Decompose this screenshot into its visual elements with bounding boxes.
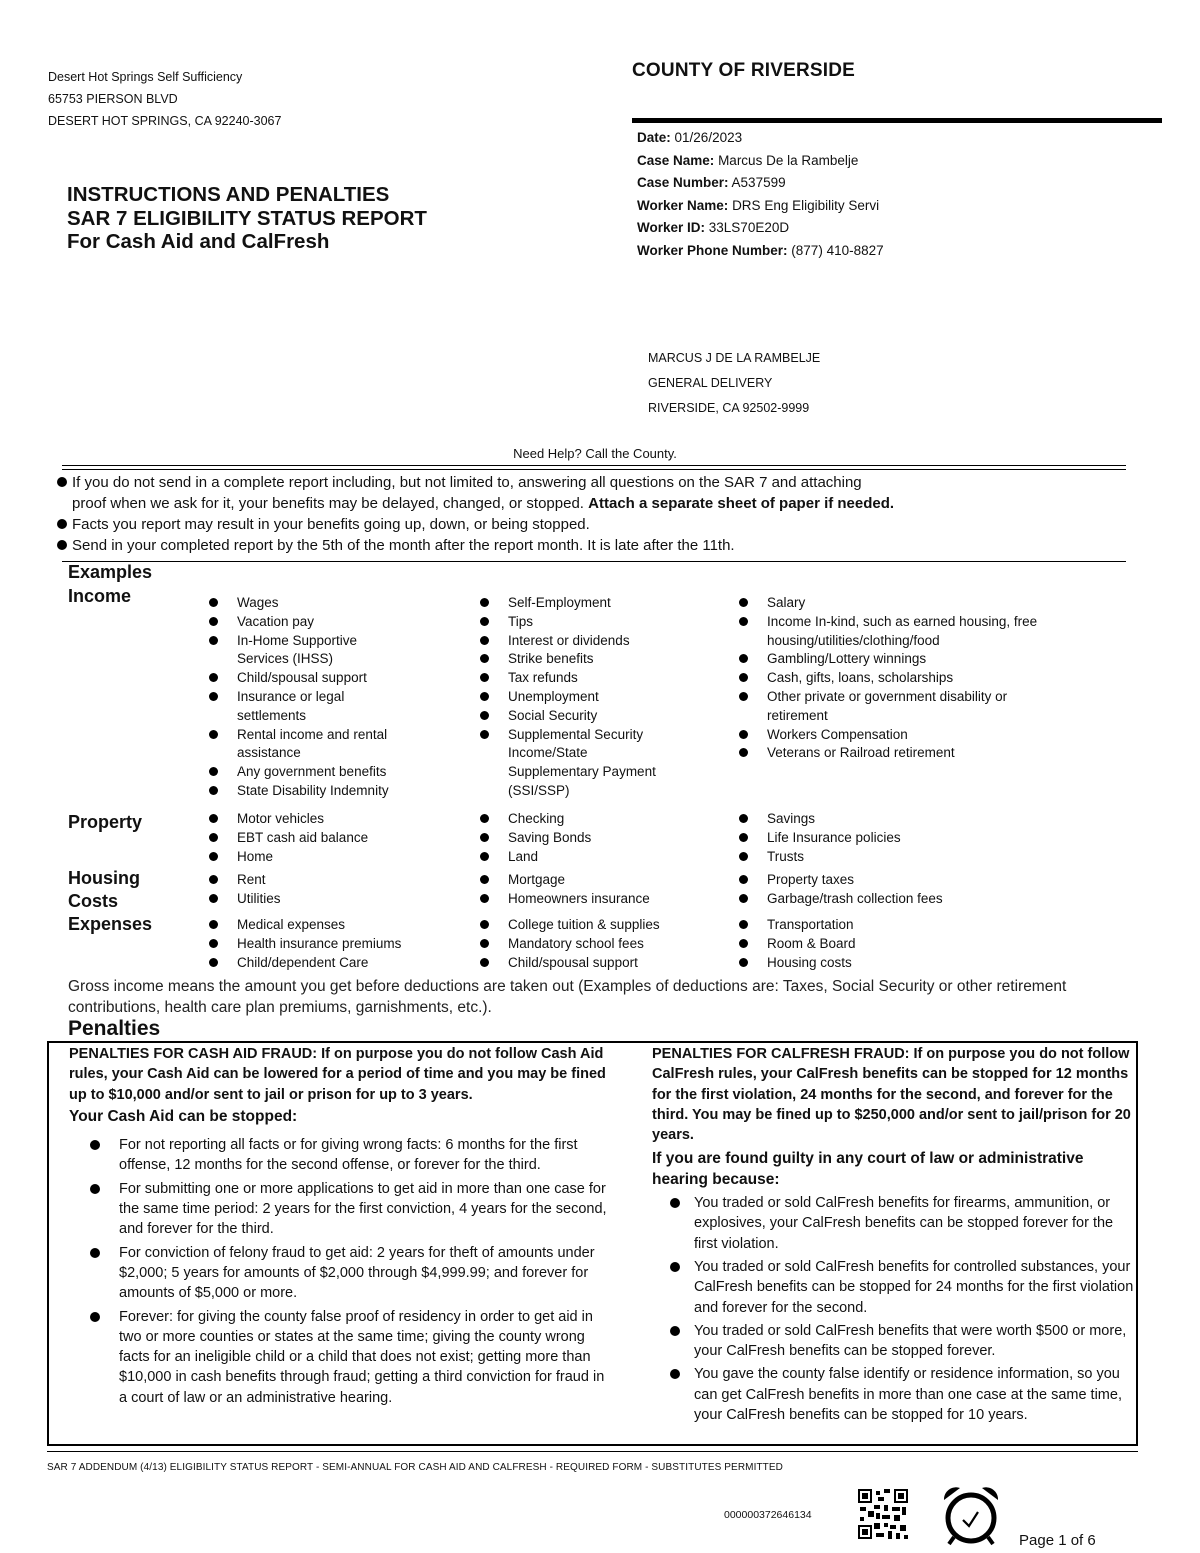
document-title [67, 183, 427, 254]
example-item: Wages [209, 594, 459, 613]
example-item: Checking [480, 810, 730, 829]
example-item: housing/utilities/clothing/food [767, 632, 940, 648]
instruction-item-continued: proof when we ask for it, your benefits may be delayed, changed, or stopped. Attach a separate sheet of paper if needed. [72, 495, 895, 512]
example-item: Other private or government disability or [739, 688, 1109, 707]
example-item: Strike benefits [480, 650, 730, 669]
example-item: Income In-kind, such as earned housing, free [739, 613, 1109, 632]
example-item: Any government benefits [209, 763, 459, 782]
penalty-item: For not reporting all facts or for giving wrong facts: 6 months for the first offense, 12 months for the second offense, or forever for the third. [69, 1135, 609, 1176]
penalty-item: You gave the county false identify or residence information, so you can get CalFresh benefits in more than one case at the same time, your CalFresh benefits can be stopped for 10 years. [652, 1364, 1137, 1425]
example-item: Land [480, 848, 730, 867]
expenses-column-1 [209, 916, 459, 972]
example-item: Services (IHSS) [237, 651, 334, 667]
worker-id-label: Worker ID: [637, 220, 706, 235]
example-item: Child/spousal support [480, 954, 730, 973]
example-item: Child/spousal support [209, 669, 459, 688]
example-item: Supplemental Security [480, 726, 730, 745]
example-item: Transportation [739, 916, 1109, 935]
worker-phone-label: Worker Phone Number: [637, 242, 788, 258]
property-label: Property [68, 812, 143, 832]
expenses-column-2 [480, 916, 730, 972]
qr-code-icon [858, 1489, 908, 1539]
cash-aid-stopped-heading: Your Cash Aid can be stopped: [69, 1107, 298, 1125]
county-name: COUNTY OF RIVERSIDE [632, 60, 856, 81]
housing-label: Housing [68, 868, 140, 888]
example-item: Rental income and rental [209, 726, 459, 745]
calfresh-penalty-list [652, 1193, 1137, 1425]
expenses-column-3 [739, 916, 1109, 972]
example-item: Supplementary Payment [508, 764, 656, 780]
barcode-number: 000000372646134 [724, 1509, 812, 1521]
example-item: Property taxes [739, 871, 1109, 890]
section-rule [62, 561, 1126, 562]
case-name-label: Case Name: [637, 152, 715, 168]
form-footer: SAR 7 ADDENDUM (4/13) ELIGIBILITY STATUS REPORT - SEMI-ANNUAL FOR CASH AID AND CALFRESH - REQUIRED FORM - SUBSTITUTES PERMITTED [47, 1462, 783, 1473]
cash-aid-penalty-list [69, 1135, 609, 1408]
bullet-icon [57, 514, 72, 535]
example-item: Salary [739, 594, 1109, 613]
attach-note: Attach a separate sheet of paper if needed. [588, 495, 895, 512]
example-item: Home [209, 848, 459, 867]
recipient-address [648, 346, 820, 421]
case-number-label: Case Number: [637, 175, 729, 190]
example-item: Interest or dividends [480, 632, 730, 651]
example-item: State Disability Indemnity [209, 782, 459, 801]
example-item: Saving Bonds [480, 829, 730, 848]
example-item: Utilities [209, 890, 459, 909]
cash-aid-penalty-head: PENALTIES FOR CASH AID FRAUD: If on purpose you do not follow Cash Aid rules, your Cash Aid can be lowered for a period of time and you may be fined up to $10,000 and/or sent to jail or prison for up to 3 years. [69, 1046, 606, 1103]
worker-name-label: Worker Name: [637, 197, 729, 213]
date-value: 01/26/2023 [674, 130, 743, 145]
example-item: Income/State [508, 745, 588, 761]
example-item: Gambling/Lottery winnings [739, 650, 1109, 669]
worker-name-value: DRS Eng Eligibility Servi [732, 197, 880, 213]
income-column-2 [480, 594, 730, 801]
worker-phone-value: (877) 410-8827 [791, 242, 884, 258]
example-item: Motor vehicles [209, 810, 459, 829]
example-item: Vacation pay [209, 613, 459, 632]
example-item: Self-Employment [480, 594, 730, 613]
header-rule [632, 118, 1162, 123]
example-item: settlements [237, 707, 307, 723]
penalty-item: You traded or sold CalFresh benefits for controlled substances, your CalFresh benefits can be stopped for 24 months for the first violation and forever for the second. [652, 1257, 1137, 1318]
example-item: In-Home Supportive [209, 632, 459, 651]
instruction-bullets [57, 472, 1127, 556]
housing-column-1 [209, 871, 459, 909]
expenses-label: Expenses [68, 914, 153, 934]
bullet-icon [57, 535, 72, 556]
calfresh-penalty-head: PENALTIES FOR CALFRESH FRAUD: If on purpose you do not follow CalFresh rules, your CalFresh benefits can be stopped for 12 months for the first violation, 24 months for the second, and forever for the third. You may be fined up to $250,000 and/or sent to jail/prison for 20 years. [652, 1046, 1131, 1144]
need-help-text: Need Help? Call the County. [513, 446, 677, 461]
penalty-item: For conviction of felony fraud to get aid: 2 years for theft of amounts under $2,000; 5 years for amounts of $2,000 through $4,999.99; and forever for amounts of $5,000 or more. [69, 1243, 609, 1304]
example-item: Cash, gifts, loans, scholarships [739, 669, 1109, 688]
office-city: DESERT HOT SPRINGS, CA 92240-3067 [48, 114, 282, 128]
worker-id-value: 33LS70E20D [708, 220, 790, 235]
instruction-item: If you do not send in a complete report including, but not limited to, answering all questions on the SAR 7 and attaching [57, 472, 1127, 493]
title-line-1: INSTRUCTIONS AND PENALTIES [67, 183, 390, 206]
example-item: Rent [209, 871, 459, 890]
example-item: Garbage/trash collection fees [739, 890, 1109, 909]
recipient-name: MARCUS J DE LA RAMBELJE [648, 351, 821, 365]
title-line-3: For Cash Aid and CalFresh [67, 230, 330, 253]
example-item: Social Security [480, 707, 730, 726]
property-column-3 [739, 810, 1109, 866]
example-item: Medical expenses [209, 916, 459, 935]
income-label: Income [68, 586, 132, 606]
income-column-1 [209, 594, 459, 801]
example-item: Tips [480, 613, 730, 632]
instruction-item: Send in your completed report by the 5th of the month after the report month. It is late after the 11th. [57, 535, 1127, 556]
housing-column-3 [739, 871, 1109, 909]
office-name: Desert Hot Springs Self Sufficiency [48, 70, 243, 84]
calfresh-penalties [652, 1044, 1137, 1428]
alarm-clock-icon [938, 1482, 1004, 1548]
income-column-3 [739, 594, 1109, 763]
example-item: assistance [237, 745, 301, 761]
example-item: Insurance or legal [209, 688, 459, 707]
example-item: Mandatory school fees [480, 935, 730, 954]
page-number: Page 1 of 6 [1019, 1532, 1096, 1549]
example-item: Workers Compensation [739, 726, 1109, 745]
penalty-item: Forever: for giving the county false proof of residency in order to get aid in two or more counties or states at the same time; giving the county wrong facts for an ineligible child or a child that does not exist; getting more than $10,000 in cash benefits through fraud; getting a third conviction for fraud in a court of law or an administrative hearing. [69, 1307, 609, 1408]
property-column-1 [209, 810, 459, 866]
penalty-item: You traded or sold CalFresh benefits for firearms, ammunition, or explosives, your CalFresh benefits can be stopped forever for the first violation. [652, 1193, 1137, 1254]
example-item: Savings [739, 810, 1109, 829]
calfresh-guilty-heading: If you are found guilty in any court of law or administrative hearing because: [652, 1150, 1084, 1188]
example-item: (SSI/SSP) [508, 782, 570, 798]
instruction-item: Facts you report may result in your benefits going up, down, or being stopped. [57, 514, 1127, 535]
example-item: Veterans or Railroad retirement [739, 744, 1109, 763]
examples-heading: Examples [68, 562, 153, 582]
case-info [637, 127, 884, 262]
property-column-2 [480, 810, 730, 866]
example-item: EBT cash aid balance [209, 829, 459, 848]
office-street: 65753 PIERSON BLVD [48, 92, 178, 106]
penalty-item: For submitting one or more applications to get aid in more than one case for the same time period: 2 years for the first conviction, 4 years for the second, and forever for the third. [69, 1179, 609, 1240]
penalties-heading: Penalties [68, 1017, 161, 1040]
example-item: College tuition & supplies [480, 916, 730, 935]
example-item: Unemployment [480, 688, 730, 707]
example-item: Health insurance premiums [209, 935, 459, 954]
costs-label: Costs [68, 891, 119, 911]
office-address [48, 66, 281, 132]
recipient-street: GENERAL DELIVERY [648, 376, 773, 390]
double-rule [62, 465, 1126, 470]
example-item: Room & Board [739, 935, 1109, 954]
recipient-city: RIVERSIDE, CA 92502-9999 [648, 401, 810, 415]
example-item: Child/dependent Care [209, 954, 459, 973]
housing-column-2 [480, 871, 730, 909]
example-item: Tax refunds [480, 669, 730, 688]
example-item: retirement [767, 707, 828, 723]
gross-income-note: Gross income means the amount you get before deductions are taken out (Examples of deductions are: Taxes, Social Security or other retirement contributions, health care plan premiums, garnishments, etc.). [68, 978, 1067, 1016]
example-item: Trusts [739, 848, 1109, 867]
example-item: Homeowners insurance [480, 890, 730, 909]
cash-aid-penalties [69, 1044, 609, 1411]
bullet-icon [57, 472, 72, 493]
footer-rule [47, 1451, 1138, 1452]
case-name-value: Marcus De la Rambelje [718, 152, 859, 168]
penalty-item: You traded or sold CalFresh benefits that were worth $500 or more, your CalFresh benefits can be stopped forever. [652, 1321, 1137, 1362]
example-item: Housing costs [739, 954, 1109, 973]
date-label: Date: [637, 130, 671, 145]
example-item: Life Insurance policies [739, 829, 1109, 848]
title-line-2: SAR 7 ELIGIBILITY STATUS REPORT [67, 206, 427, 230]
case-number-value: A537599 [731, 175, 786, 190]
example-item: Mortgage [480, 871, 730, 890]
